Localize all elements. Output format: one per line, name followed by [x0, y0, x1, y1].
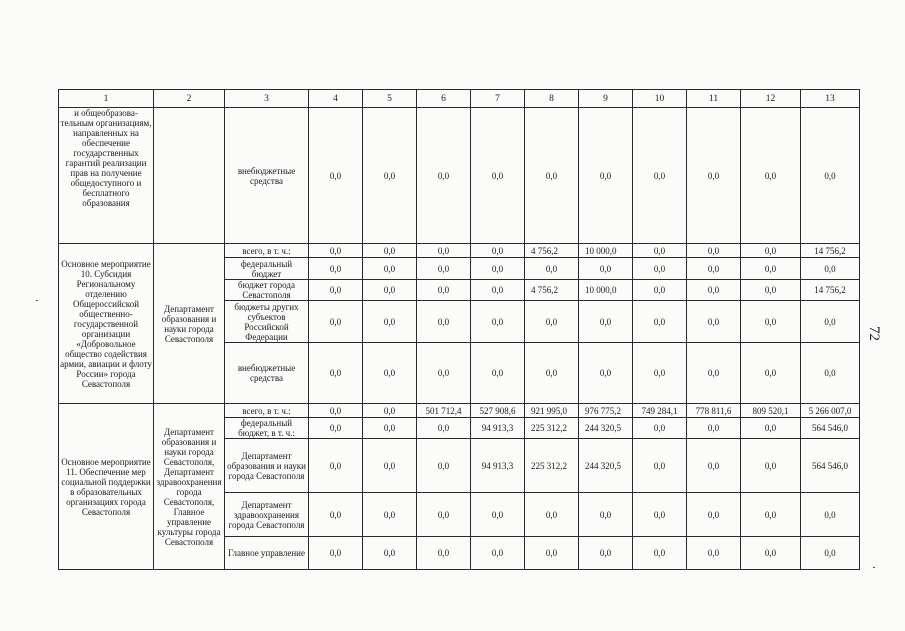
value-cell: 0,0 [363, 244, 417, 258]
column-number-12: 12 [741, 90, 801, 108]
value-cell: 0,0 [309, 537, 363, 570]
value-cell: 749 284,1 [633, 404, 687, 418]
value-cell: 0,0 [801, 108, 860, 244]
column-number-9: 9 [579, 90, 633, 108]
value-cell: 0,0 [687, 343, 741, 404]
value-cell: 0,0 [579, 537, 633, 570]
column-number-8: 8 [525, 90, 579, 108]
column-number-4: 4 [309, 90, 363, 108]
value-cell: 0,0 [687, 244, 741, 258]
funding-source-cell: бюджет города Севастополя [225, 280, 309, 301]
funding-source-cell: внебюджетные средства [225, 343, 309, 404]
value-cell: 0,0 [633, 280, 687, 301]
funding-source-cell: всего, в т. ч.: [225, 404, 309, 418]
value-cell: 0,0 [471, 301, 525, 343]
value-cell: 0,0 [633, 343, 687, 404]
value-cell: 0,0 [363, 418, 417, 439]
table-body [59, 90, 860, 570]
value-cell: 5 266 007,0 [801, 404, 860, 418]
budget-table [58, 89, 860, 570]
value-cell: 0,0 [363, 439, 417, 493]
value-cell: 564 546,0 [801, 439, 860, 493]
value-cell: 0,0 [741, 343, 801, 404]
measure-name-cell: Основное мероприятие 10. Субсидия Региональному отделению Общероссийской общественно-государственной организации «Добровольное общество содействия армии, авиации и флоту России» города Севастополя [59, 244, 154, 404]
value-cell: 10 000,0 [579, 244, 633, 258]
value-cell: 0,0 [633, 244, 687, 258]
value-cell: 0,0 [363, 258, 417, 280]
table-row [59, 108, 860, 244]
value-cell: 14 756,2 [801, 280, 860, 301]
column-number-11: 11 [687, 90, 741, 108]
value-cell: 0,0 [417, 301, 471, 343]
value-cell: 0,0 [801, 301, 860, 343]
value-cell: 0,0 [741, 537, 801, 570]
funding-source-cell: федеральный бюджет, в т. ч.: [225, 418, 309, 439]
value-cell: 0,0 [309, 404, 363, 418]
measure-name-cell: Основное мероприятие 11. Обеспечение мер социальной поддержки в образовательных организациях города Севастополя [59, 404, 154, 570]
column-number-13: 13 [801, 90, 860, 108]
value-cell: 0,0 [525, 108, 579, 244]
value-cell: 0,0 [579, 108, 633, 244]
value-cell: 0,0 [363, 280, 417, 301]
value-cell: 0,0 [741, 108, 801, 244]
value-cell: 4 756,2 [525, 244, 579, 258]
value-cell: 0,0 [363, 343, 417, 404]
scan-speck [873, 567, 875, 568]
value-cell: 0,0 [417, 258, 471, 280]
value-cell: 501 712,4 [417, 404, 471, 418]
value-cell: 0,0 [579, 301, 633, 343]
column-number-7: 7 [471, 90, 525, 108]
value-cell: 0,0 [471, 244, 525, 258]
column-number-1: 1 [59, 90, 154, 108]
value-cell: 0,0 [363, 493, 417, 537]
value-cell: 0,0 [687, 537, 741, 570]
funding-source-cell: бюджеты других субъектов Российской Федерации [225, 301, 309, 343]
value-cell: 0,0 [309, 418, 363, 439]
value-cell: 0,0 [633, 258, 687, 280]
value-cell: 10 000,0 [579, 280, 633, 301]
value-cell: 0,0 [309, 108, 363, 244]
value-cell: 0,0 [741, 280, 801, 301]
value-cell: 809 520,1 [741, 404, 801, 418]
value-cell: 0,0 [471, 343, 525, 404]
column-number-10: 10 [633, 90, 687, 108]
value-cell: 0,0 [309, 244, 363, 258]
value-cell: 0,0 [633, 301, 687, 343]
value-cell: 0,0 [309, 439, 363, 493]
funding-source-cell: Департамент образования и науки города Севастополя [225, 439, 309, 493]
value-cell: 0,0 [471, 537, 525, 570]
funding-source-cell: федеральный бюджет [225, 258, 309, 280]
value-cell: 0,0 [363, 537, 417, 570]
value-cell: 0,0 [579, 493, 633, 537]
value-cell: 0,0 [801, 493, 860, 537]
executor-cell [154, 108, 225, 244]
value-cell: 244 320,5 [579, 418, 633, 439]
value-cell: 0,0 [309, 343, 363, 404]
value-cell: 0,0 [687, 418, 741, 439]
value-cell: 0,0 [417, 418, 471, 439]
value-cell: 0,0 [633, 439, 687, 493]
scan-speck [36, 300, 38, 301]
value-cell: 244 320,5 [579, 439, 633, 493]
value-cell: 976 775,2 [579, 404, 633, 418]
value-cell: 564 546,0 [801, 418, 860, 439]
value-cell: 0,0 [579, 343, 633, 404]
value-cell: 0,0 [741, 493, 801, 537]
funding-source-cell: Главное управление [225, 537, 309, 570]
value-cell: 0,0 [471, 280, 525, 301]
value-cell: 0,0 [633, 108, 687, 244]
value-cell: 0,0 [417, 108, 471, 244]
value-cell: 0,0 [363, 301, 417, 343]
value-cell: 0,0 [741, 244, 801, 258]
column-number-3: 3 [225, 90, 309, 108]
value-cell: 0,0 [741, 439, 801, 493]
value-cell: 0,0 [417, 280, 471, 301]
page-number: 72 [866, 326, 882, 341]
value-cell: 0,0 [471, 108, 525, 244]
value-cell: 0,0 [687, 280, 741, 301]
value-cell: 0,0 [687, 108, 741, 244]
measure-name-cell: и общеобразова-тельным организациям, направленных на обеспечение государственных гарантий реализации прав на получение общедоступного и бесплатного образования [59, 108, 154, 244]
value-cell: 0,0 [525, 493, 579, 537]
value-cell: 778 811,6 [687, 404, 741, 418]
value-cell: 0,0 [801, 537, 860, 570]
executor-cell: Департамент образования и науки города Севастополя [154, 244, 225, 404]
value-cell: 0,0 [363, 108, 417, 244]
value-cell: 0,0 [687, 258, 741, 280]
value-cell: 0,0 [417, 439, 471, 493]
value-cell: 0,0 [471, 493, 525, 537]
value-cell: 0,0 [801, 343, 860, 404]
column-number-5: 5 [363, 90, 417, 108]
value-cell: 0,0 [687, 301, 741, 343]
funding-source-cell: всего, в т. ч.: [225, 244, 309, 258]
value-cell: 527 908,6 [471, 404, 525, 418]
value-cell: 94 913,3 [471, 439, 525, 493]
value-cell: 0,0 [525, 258, 579, 280]
value-cell: 225 312,2 [525, 439, 579, 493]
column-number-row [59, 90, 860, 108]
value-cell: 0,0 [741, 258, 801, 280]
value-cell: 0,0 [417, 343, 471, 404]
value-cell: 0,0 [633, 537, 687, 570]
value-cell: 0,0 [633, 418, 687, 439]
value-cell: 0,0 [363, 404, 417, 418]
value-cell: 0,0 [417, 493, 471, 537]
column-number-6: 6 [417, 90, 471, 108]
value-cell: 0,0 [525, 537, 579, 570]
value-cell: 0,0 [525, 343, 579, 404]
value-cell: 0,0 [741, 418, 801, 439]
value-cell: 0,0 [741, 301, 801, 343]
value-cell: 4 756,2 [525, 280, 579, 301]
value-cell: 921 995,0 [525, 404, 579, 418]
value-cell: 0,0 [417, 537, 471, 570]
value-cell: 0,0 [687, 493, 741, 537]
value-cell: 14 756,2 [801, 244, 860, 258]
funding-source-cell: Департамент здравоохранения города Севастополя [225, 493, 309, 537]
value-cell: 225 312,2 [525, 418, 579, 439]
funding-source-cell: внебюджетные средства [225, 108, 309, 244]
value-cell: 0,0 [579, 258, 633, 280]
value-cell: 0,0 [309, 493, 363, 537]
value-cell: 0,0 [633, 493, 687, 537]
value-cell: 0,0 [417, 244, 471, 258]
table-row [59, 244, 860, 258]
executor-cell: Департамент образования и науки города Севастополя, Департамент здравоохранения города Севастополя, Главное управление культуры города Севастополя [154, 404, 225, 570]
table-row [59, 404, 860, 418]
value-cell: 0,0 [687, 439, 741, 493]
value-cell: 0,0 [309, 301, 363, 343]
value-cell: 0,0 [309, 258, 363, 280]
value-cell: 0,0 [471, 258, 525, 280]
value-cell: 0,0 [525, 301, 579, 343]
value-cell: 94 913,3 [471, 418, 525, 439]
value-cell: 0,0 [309, 280, 363, 301]
column-number-2: 2 [154, 90, 225, 108]
value-cell: 0,0 [801, 258, 860, 280]
